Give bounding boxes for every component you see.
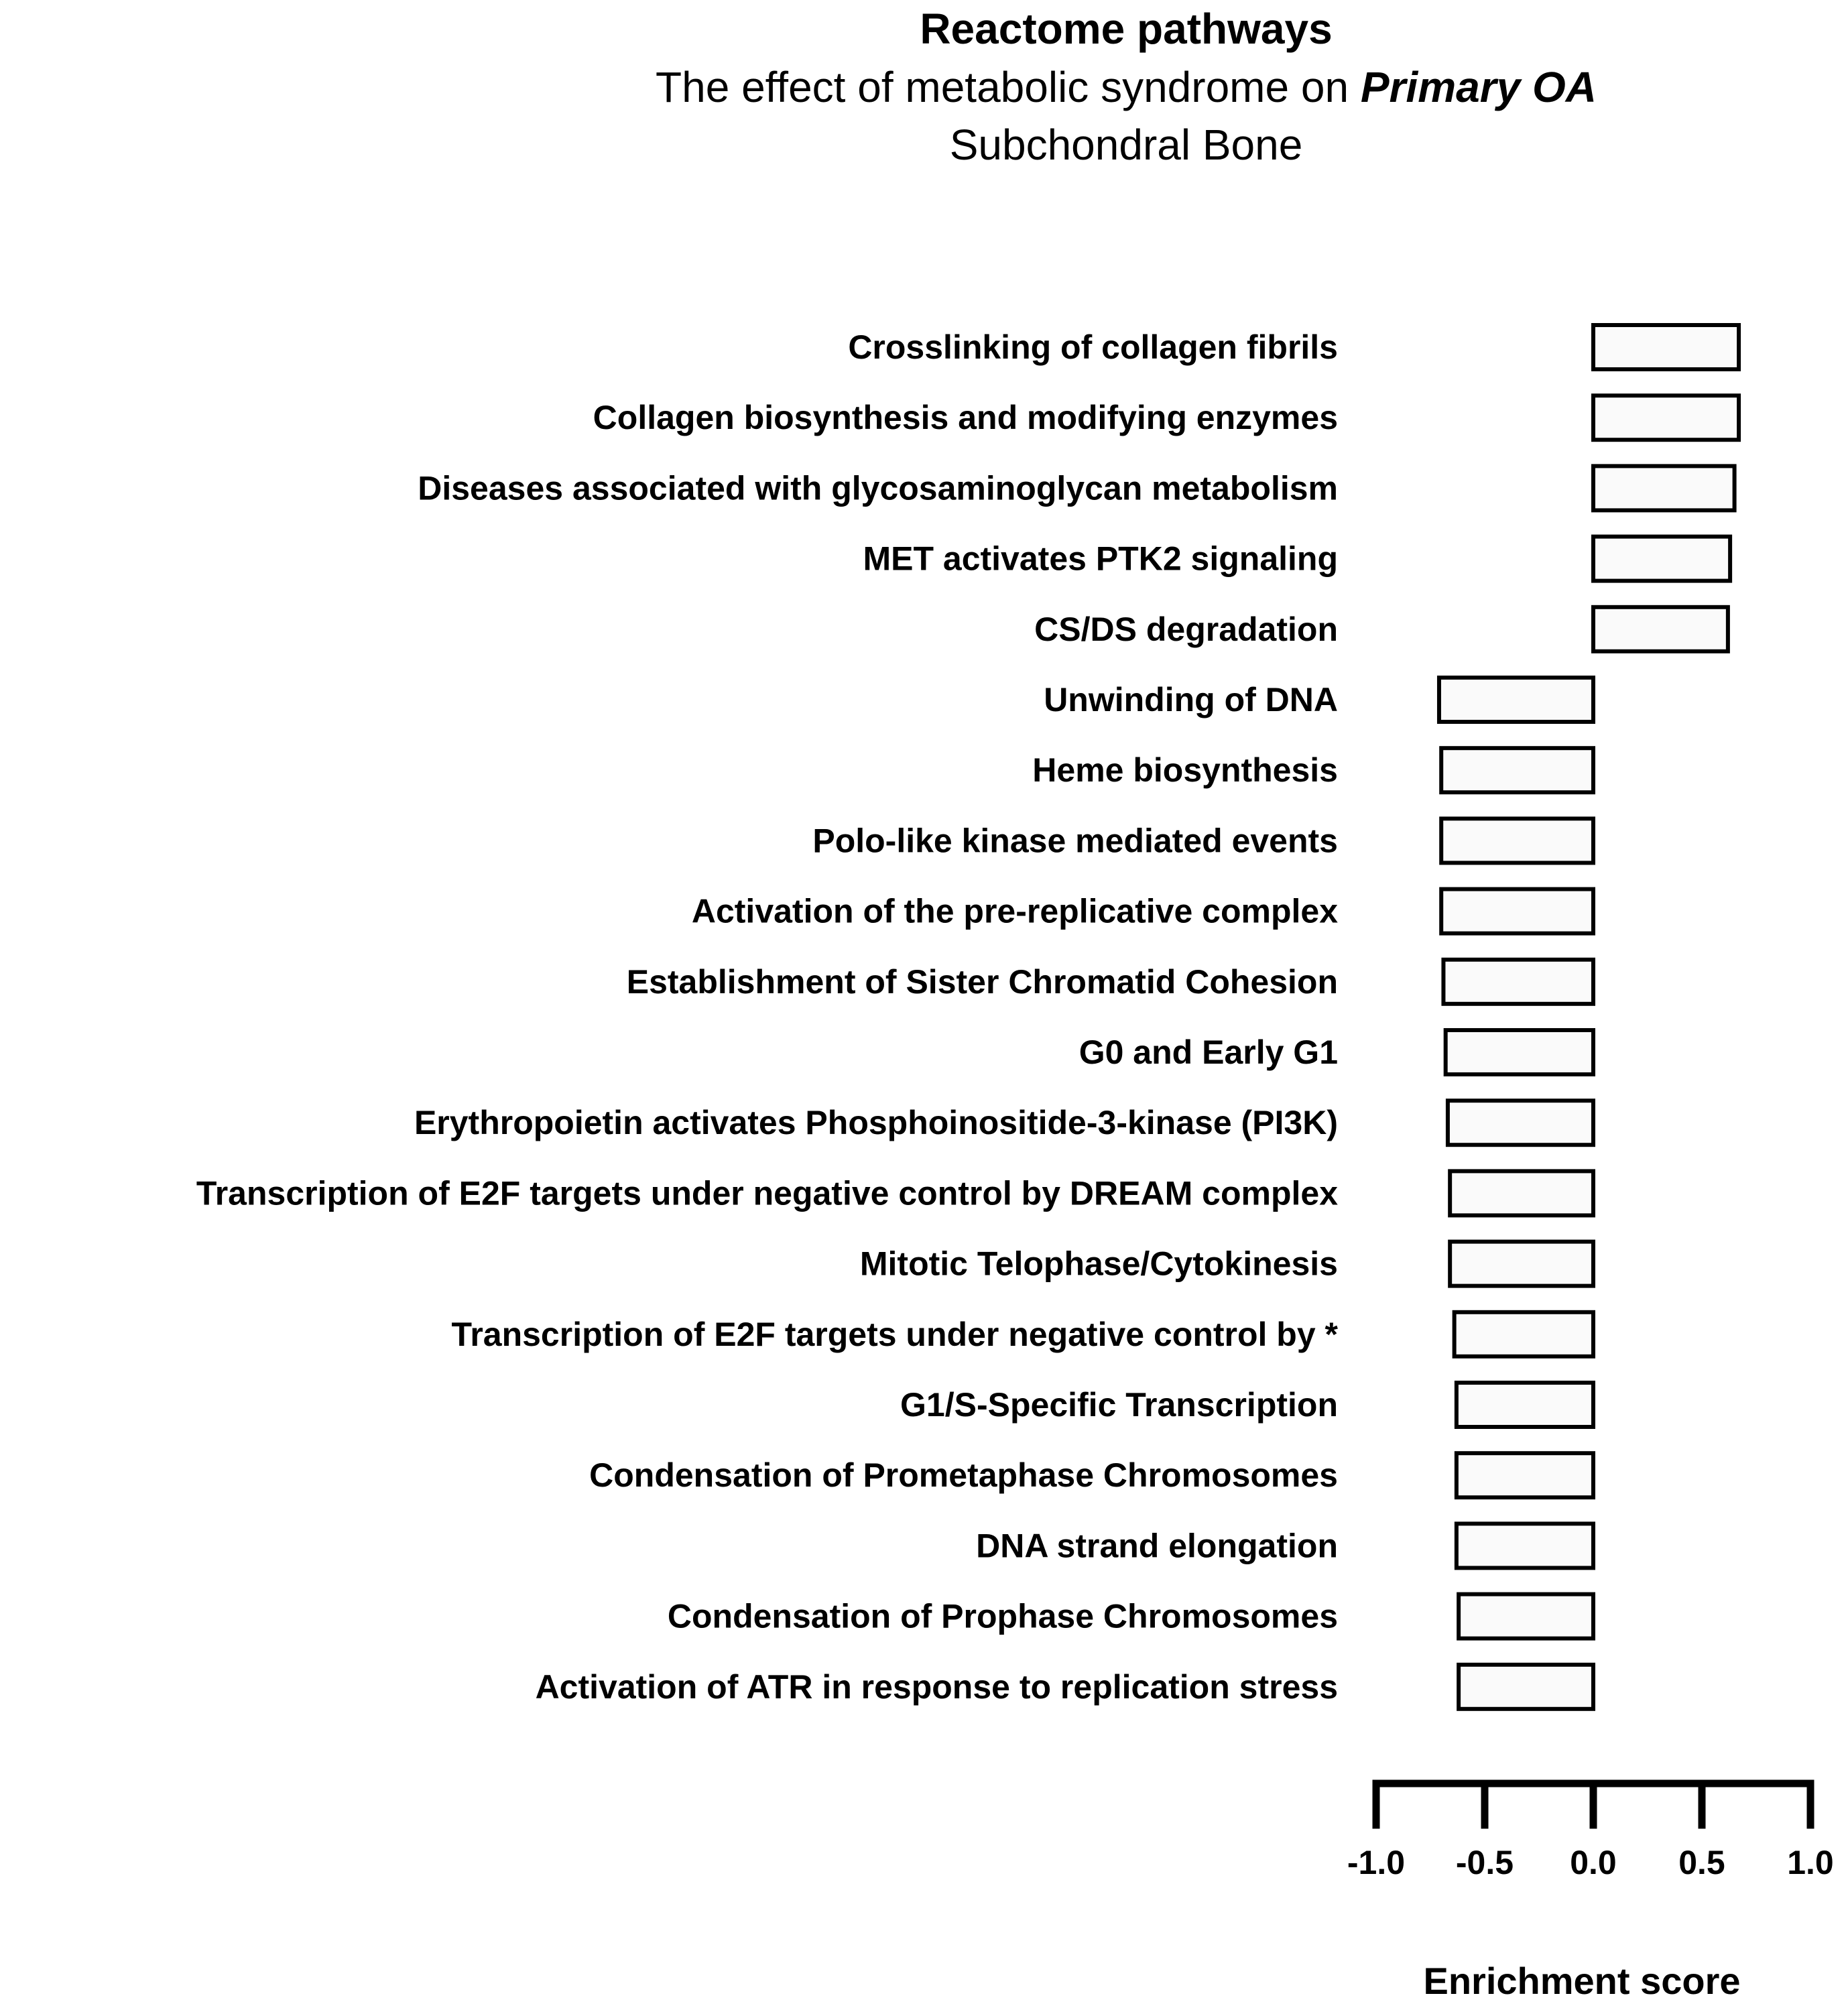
category-label: Polo-like kinase mediated events	[812, 822, 1338, 860]
bars	[1439, 325, 1739, 1709]
bar	[1441, 748, 1593, 792]
category-label: Establishment of Sister Chromatid Cohesion	[626, 962, 1338, 1001]
category-label: Condensation of Prometaphase Chromosomes	[589, 1456, 1338, 1495]
x-tick-label: 0.0	[1570, 1844, 1617, 1881]
x-axis-title: Enrichment score	[1423, 1960, 1741, 2002]
bar	[1450, 1242, 1593, 1286]
category-label: Unwinding of DNA	[1044, 681, 1338, 718]
chart-subtitle-line2: Subchondral Bone	[949, 121, 1303, 169]
category-label: Erythropoietin activates Phosphoinositide-3-kinase (PI3K)	[414, 1104, 1338, 1142]
bar	[1441, 889, 1593, 934]
bar	[1457, 1453, 1593, 1497]
bar	[1439, 678, 1593, 722]
bar	[1593, 395, 1739, 440]
category-label: Transcription of E2F targets under negative control by DREAM complex	[196, 1174, 1338, 1212]
bar	[1443, 960, 1593, 1004]
bar	[1593, 607, 1728, 651]
category-label: Crosslinking of collagen fibrils	[848, 328, 1338, 366]
category-label: Heme biosynthesis	[1032, 751, 1338, 790]
category-labels	[196, 328, 1339, 1706]
bar	[1457, 1383, 1593, 1427]
x-tick-label: -0.5	[1455, 1844, 1514, 1881]
category-label: G0 and Early G1	[1079, 1033, 1338, 1071]
category-label: DNA strand elongation	[976, 1527, 1338, 1565]
chart-subtitle	[656, 63, 1597, 111]
bar	[1593, 466, 1735, 510]
category-label: MET activates PTK2 signaling	[863, 540, 1338, 578]
bar	[1450, 1171, 1593, 1215]
bar	[1457, 1523, 1593, 1568]
bar	[1441, 818, 1593, 863]
bar	[1455, 1312, 1593, 1357]
chart-subtitle-prefix: The effect of metabolic syndrome on	[656, 63, 1361, 111]
bar	[1459, 1594, 1593, 1639]
category-label: Activation of the pre-replicative complex	[691, 892, 1338, 930]
bar	[1593, 537, 1730, 581]
category-label: G1/S-Specific Transcription	[900, 1386, 1338, 1424]
category-label: Transcription of E2F targets under negative control by *	[451, 1315, 1338, 1353]
bar	[1446, 1030, 1593, 1074]
category-label: Condensation of Prophase Chromosomes	[667, 1597, 1338, 1635]
chart-subtitle-emphasis: Primary OA	[1360, 63, 1597, 111]
category-label: Mitotic Telophase/Cytokinesis	[859, 1245, 1338, 1283]
category-label: Activation of ATR in response to replication stress	[535, 1668, 1338, 1706]
x-axis-ticks	[1347, 1783, 1834, 1881]
x-tick-label: -1.0	[1347, 1844, 1406, 1881]
x-tick-label: 0.5	[1678, 1844, 1725, 1881]
category-label: CS/DS degradation	[1034, 610, 1338, 648]
category-label: Diseases associated with glycosaminoglycan metabolism	[418, 469, 1338, 507]
bar	[1459, 1665, 1593, 1709]
x-tick-label: 1.0	[1787, 1844, 1834, 1881]
bar	[1448, 1101, 1593, 1145]
chart-title: Reactome pathways	[920, 5, 1333, 53]
category-label: Collagen biosynthesis and modifying enzymes	[593, 399, 1338, 437]
bar	[1593, 325, 1739, 369]
